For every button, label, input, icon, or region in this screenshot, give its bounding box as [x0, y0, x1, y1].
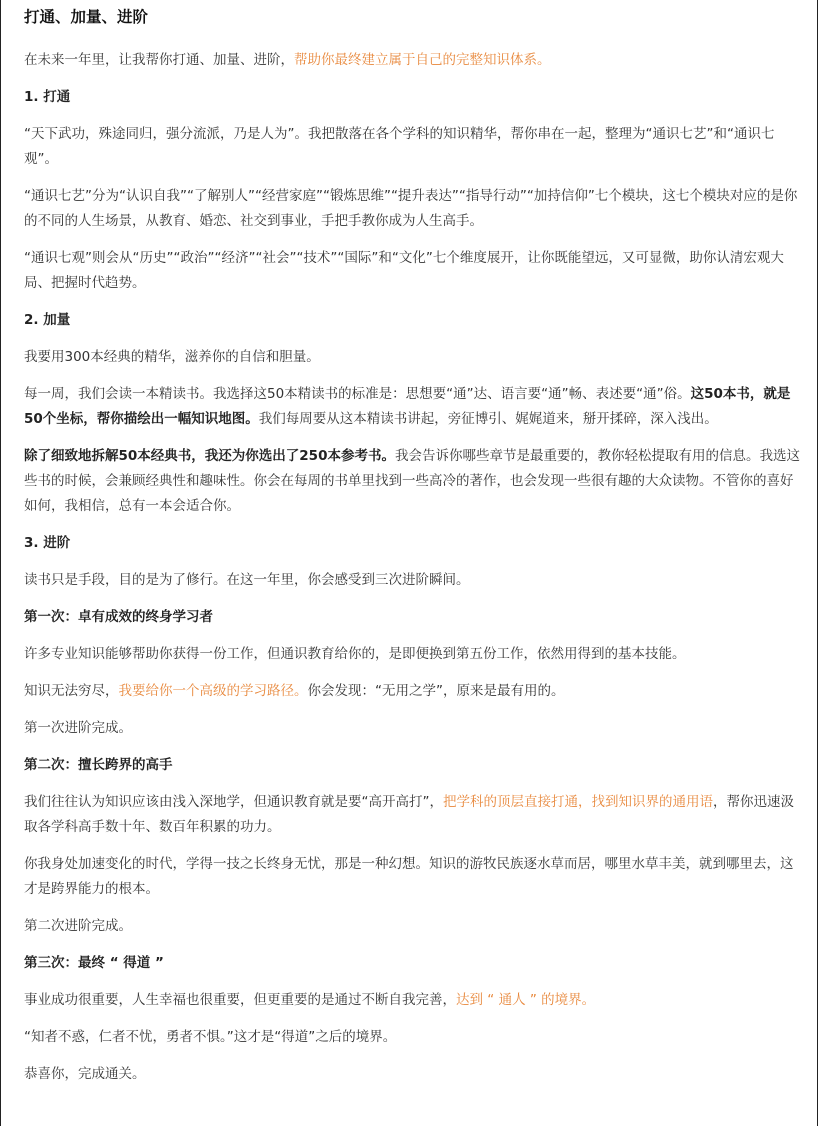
section-heading-3: 3. 进阶 [24, 535, 71, 551]
stage1-done: 第一次进阶完成。 [24, 720, 132, 736]
section3-paragraph-1: 读书只是手段，目的是为了修行。在这一年里，你会感受到三次进阶瞬间。 [24, 572, 470, 588]
stage3-paragraph-1 [24, 988, 804, 1013]
stage3-heading: 第三次：最终 “ 得道 ” [24, 955, 164, 971]
stage3-done: 恭喜你，完成通关。 [24, 1066, 146, 1082]
section-heading-2: 2. 加量 [24, 312, 71, 328]
stage2-paragraph-2: 你我身处加速变化的时代，学得一技之长终身无忧，那是一种幻想。知识的游牧民族逐水草而居，哪里水草丰美，就到哪里去，这才是跨界能力的根本。 [24, 856, 794, 897]
stage1-p2-text-a: 知识无法穷尽， [24, 683, 119, 699]
section2-p2-text-a: 每一周，我们会读一本精读书。我选择这50本精读书的标准是：思想要“通”达、语言要“通”畅、表述要“通”俗。 [24, 386, 691, 402]
section2-paragraph-1: 我要用300本经典的精华，滋养你的自信和胆量。 [24, 349, 320, 365]
stage2-p1-text-a: 我们往往认为知识应该由浅入深地学，但通识教育就是要“高开高打”， [24, 794, 443, 810]
section1-paragraph-2: “通识七艺”分为“认识自我”“了解别人”“经营家庭”“锻炼思维”“提升表达”“指导行动”“加持信仰”七个模块，这七个模块对应的是你的不同的人生场景，从教育、婚恋、社交到事业，手把手教你成为人生高手。 [24, 188, 798, 229]
page-title: 打通、加量、进阶 [24, 8, 149, 26]
stage3-p1-text-a: 事业成功很重要，人生幸福也很重要，但更重要的是通过不断自我完善， [24, 992, 456, 1008]
section2-p3-bold: 除了细致地拆解50本经典书，我还为你选出了250本参考书。 [24, 448, 395, 464]
section2-p2-bold: 这50本书，就是50个坐标，帮你描绘出一幅知识地图。 [24, 386, 791, 427]
section1-paragraph-1: “天下武功，殊途同归，强分流派，乃是人为”。我把散落在各个学科的知识精华，帮你串在一起，整理为“通识七艺”和“通识七观”。 [24, 126, 775, 167]
stage2-p1-highlight: 把学科的顶层直接打通，找到知识界的通用语 [443, 794, 713, 810]
section2-paragraph-3 [24, 444, 804, 519]
section-heading-1: 1. 打通 [24, 89, 71, 105]
intro-paragraph [24, 48, 804, 73]
stage2-paragraph-1 [24, 790, 804, 840]
section2-p3-text: 我会告诉你哪些章节是最重要的，教你轻松提取有用的信息。我选这些书的时候，会兼顾经典性和趣味性。你会在每周的书单里找到一些高冷的著作，也会发现一些很有趣的大众读物。不管你的喜好如何，我相信，总有一本会适合你。 [24, 448, 800, 514]
stage2-p1-text-b: ，帮你迅速汲取各学科高手数十年、数百年积累的功力。 [24, 794, 794, 835]
stage1-p2-highlight: 我要给你一个高级的学习路径。 [118, 683, 308, 699]
section2-paragraph-2 [24, 382, 804, 432]
intro-highlight: 帮助你最终建立属于自己的完整知识体系。 [294, 52, 551, 68]
stage2-done: 第二次进阶完成。 [24, 918, 132, 934]
stage1-heading: 第一次：卓有成效的终身学习者 [24, 609, 213, 625]
stage2-heading: 第二次：擅长跨界的高手 [24, 757, 173, 773]
stage1-paragraph-2 [24, 679, 804, 704]
article-content [24, 6, 804, 1099]
section1-paragraph-3: “通识七观”则会从“历史”“政治”“经济”“社会”“技术”“国际”和“文化”七个维度展开，让你既能望远，又可显微，助你认清宏观大局、把握时代趋势。 [24, 250, 784, 291]
intro-text: 在未来一年里，让我帮你打通、加量、进阶， [24, 52, 294, 68]
stage3-p1-highlight: 达到 “ 通人 ” 的境界。 [456, 992, 596, 1008]
stage1-paragraph-1: 许多专业知识能够帮助你获得一份工作，但通识教育给你的，是即便换到第五份工作，依然用得到的基本技能。 [24, 646, 686, 662]
stage1-p2-text-b: 你会发现：“无用之学”，原来是最有用的。 [307, 683, 565, 699]
stage3-paragraph-2: “知者不惑，仁者不忧，勇者不惧。”这才是“得道”之后的境界。 [24, 1029, 397, 1045]
section2-p2-text-b: 我们每周要从这本精读书讲起，旁征博引、娓娓道来，掰开揉碎，深入浅出。 [258, 411, 718, 427]
